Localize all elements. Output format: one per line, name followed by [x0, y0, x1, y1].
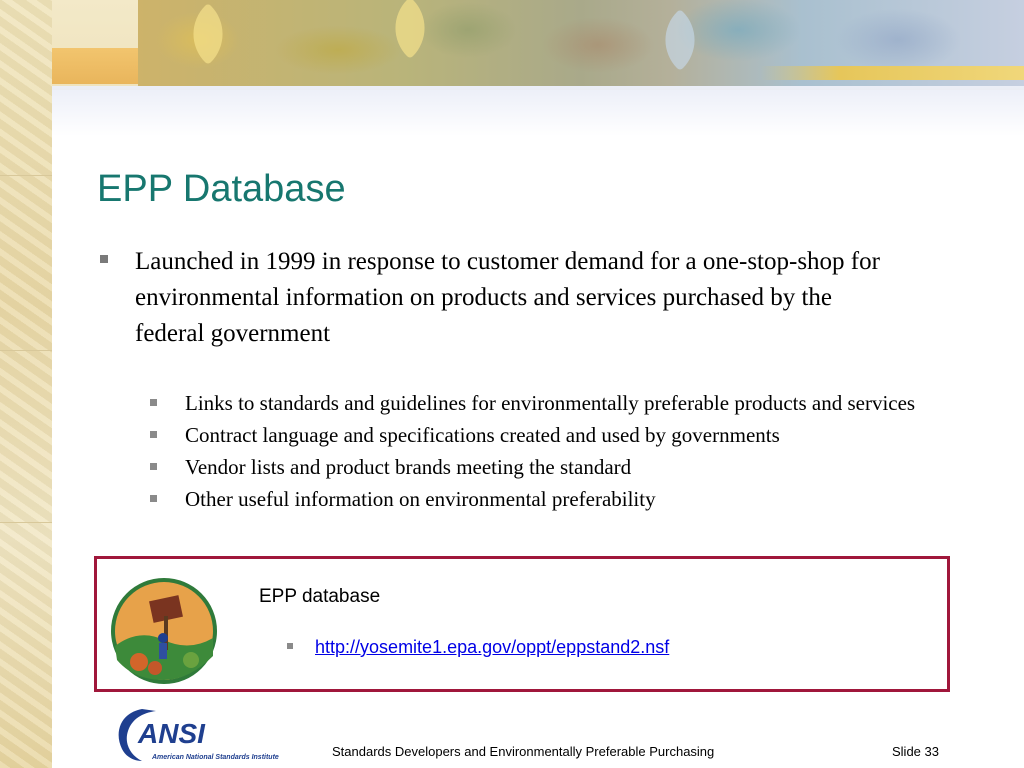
header-banner [0, 0, 1024, 90]
link-row [287, 637, 669, 658]
sub-bullet-list [150, 388, 970, 516]
banner-accent-block [34, 48, 154, 84]
sub-bullet-text: Other useful information on environmental preferability [185, 487, 656, 511]
bullet-marker [150, 399, 157, 406]
sub-bullet-item [150, 452, 970, 483]
leaf-decoration [177, 3, 239, 65]
bullet-marker [287, 643, 293, 649]
bullet-marker [100, 255, 108, 263]
epp-link-box [94, 556, 950, 692]
bullet-marker [150, 495, 157, 502]
sub-bullet-text: Vendor lists and product brands meeting the standard [185, 455, 632, 479]
strip-seam [0, 175, 52, 176]
main-bullet [100, 244, 900, 352]
sub-bullet-item [150, 388, 970, 419]
sub-bullet-text: Links to standards and guidelines for environmentally preferable products and services [185, 391, 916, 415]
banner-gold-stripe [760, 66, 1024, 80]
footer-title: Standards Developers and Environmentally Preferable Purchasing [332, 744, 715, 759]
strip-seam [0, 350, 52, 351]
strip-seam [0, 522, 52, 523]
parchment-side-strip [0, 0, 52, 768]
sub-bullet-item [150, 420, 970, 451]
epp-logo-icon [109, 576, 219, 686]
epp-database-link[interactable]: http://yosemite1.epa.gov/oppt/eppstand2.nsf [315, 637, 670, 657]
sub-bullet-item [150, 484, 970, 515]
main-bullet-text: Launched in 1999 in response to customer demand for a one-stop-shop for environmental information on products and services purchased by the federal government [135, 248, 880, 347]
box-heading: EPP database [259, 586, 381, 607]
bullet-marker [150, 463, 157, 470]
bullet-marker [150, 431, 157, 438]
slide-title: EPP Database [97, 168, 346, 210]
slide-number: Slide 33 [892, 744, 939, 759]
sub-bullet-text: Contract language and specifications created and used by governments [185, 423, 780, 447]
ansi-logo [112, 703, 284, 765]
banner-fade [52, 86, 1024, 136]
leaf-decoration [649, 9, 711, 71]
ansi-wordmark: ANSI [138, 718, 205, 749]
leaf-decoration [379, 0, 441, 59]
ansi-caption: American National Standards Institute [152, 754, 279, 761]
